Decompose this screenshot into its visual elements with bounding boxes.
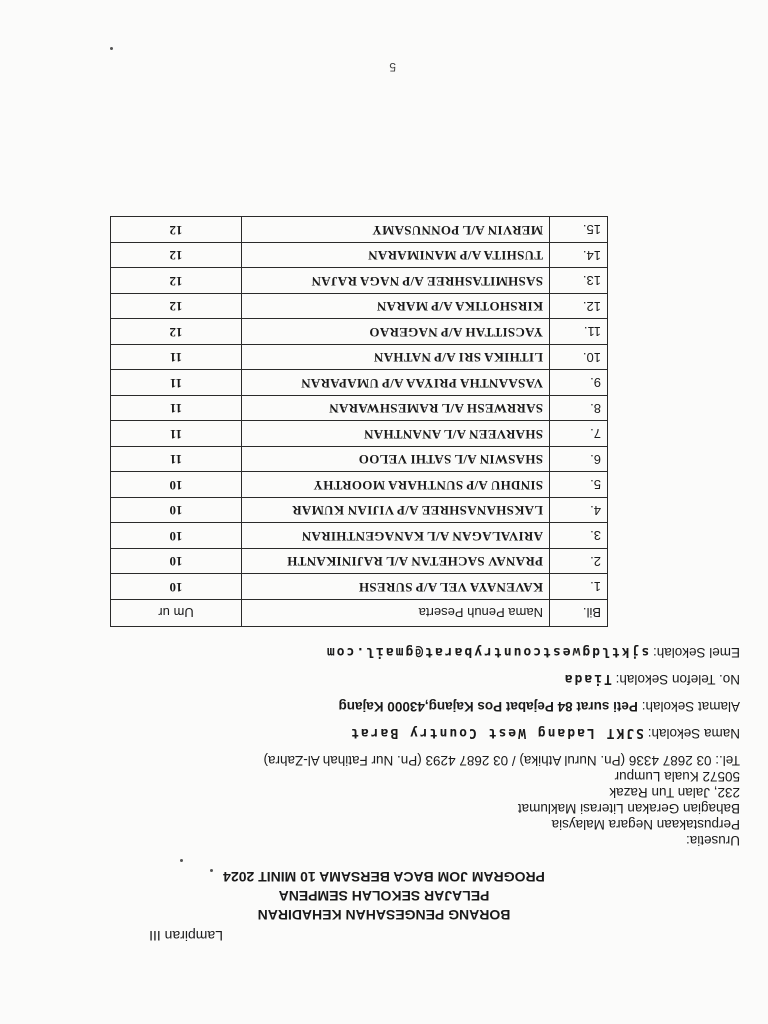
row-number: 9. — [550, 370, 608, 396]
participant-age: 11 — [111, 370, 242, 396]
table-row — [111, 370, 608, 396]
row-number: 14. — [550, 243, 608, 269]
participant-name: KAVENAYA VEL A/P SURESH — [242, 574, 550, 600]
table-row — [111, 319, 608, 345]
row-number: 8. — [550, 396, 608, 422]
table-row — [111, 549, 608, 575]
table-row — [111, 268, 608, 294]
participant-name: KIRSHOTIKA A/P MARAN — [242, 294, 550, 320]
participant-name: MERVIN A/L PONNUSAMY — [242, 217, 550, 243]
school-address-label: Alamat Sekolah: — [641, 699, 740, 714]
participant-table — [110, 217, 608, 628]
participant-age: 11 — [111, 421, 242, 447]
school-phone-row — [563, 671, 740, 687]
row-number: 6. — [550, 447, 608, 473]
table-row — [111, 447, 608, 473]
school-phone-label: No. Telefon Sekolah: — [615, 672, 740, 687]
table-row — [111, 472, 608, 498]
participant-age: 10 — [111, 498, 242, 524]
col-header-name: Nama Penuh Peserta — [242, 600, 550, 627]
participant-name: PRANAV SACHETAN A/L RAJINIKANTH — [242, 549, 550, 575]
form-title-line-3: PROGRAM JOM BACA BERSAMA 10 MINIT 2024 — [223, 869, 545, 885]
participant-name: TUSHITA A/P MANIMARAN — [242, 243, 550, 269]
row-number: 11. — [550, 319, 608, 345]
participant-name: SASHMITASHREE A/P NAGA RAJAN — [242, 268, 550, 294]
participant-name: LITHIKA SRI A/P NATHAN — [242, 345, 550, 371]
secretariat-line: Tel.: 03 2687 4336 (Pn. Nurul Athika) / 03 2687 4293 (Pn. Nur Fatihah Al-Zahra) — [263, 753, 740, 768]
secretariat-line: 232, Jalan Tun Razak — [609, 785, 740, 800]
col-header-number: Bil. — [550, 600, 608, 627]
participant-name: SHASWIN A/L SATHI VELOO — [242, 447, 550, 473]
school-name-row — [349, 725, 740, 741]
table-row — [111, 498, 608, 524]
table-row — [111, 574, 608, 600]
row-number: 4. — [550, 498, 608, 524]
table-row — [111, 523, 608, 549]
participant-age: 12 — [111, 319, 242, 345]
table-row — [111, 421, 608, 447]
participant-age: 12 — [111, 243, 242, 269]
table-row — [111, 345, 608, 371]
participant-age: 10 — [111, 574, 242, 600]
participant-age: 12 — [111, 294, 242, 320]
table-row — [111, 294, 608, 320]
participant-age: 11 — [111, 447, 242, 473]
participant-age: 10 — [111, 472, 242, 498]
school-phone-value: Tiada — [562, 671, 612, 686]
row-number: 12. — [550, 294, 608, 320]
table-row — [111, 217, 608, 243]
participant-name: SHARVEEN A/L ANANTHAN — [242, 421, 550, 447]
school-name-label: Nama Sekolah: — [647, 726, 740, 741]
row-number: 1. — [550, 574, 608, 600]
participant-name: LAKSHANASHREE A/P VIJIAN KUMAR — [242, 498, 550, 524]
participant-name: YACSITTAH A/P NAGERAO — [242, 319, 550, 345]
school-email-row — [325, 644, 740, 660]
participant-name: VASAANTHA PRIYAA A/P UMAPARAN — [242, 370, 550, 396]
participant-name: SINDHU A/P SUNTHARA MOORTHY — [242, 472, 550, 498]
participant-name: ARIVALAGAN A/L KANAGENTHIRAN — [242, 523, 550, 549]
participant-age: 12 — [111, 268, 242, 294]
row-number: 7. — [550, 421, 608, 447]
participant-age: 11 — [111, 396, 242, 422]
secretariat-label: Urusetia: — [685, 833, 740, 848]
form-title-line-2: PELAJAR SEKOLAH SEMPENA — [278, 888, 490, 904]
col-header-age: Um ur — [111, 600, 242, 627]
participant-age: 11 — [111, 345, 242, 371]
page-number: 5 — [389, 60, 396, 74]
form-title-block — [0, 867, 768, 924]
scan-speck — [180, 859, 183, 862]
school-address-value: Peti surat 84 Pejabat Pos Kajang,43000 Kajang — [338, 699, 638, 714]
participant-age: 10 — [111, 523, 242, 549]
scan-speck — [110, 47, 113, 50]
row-number: 5. — [550, 472, 608, 498]
row-number: 13. — [550, 268, 608, 294]
school-email-value: sjktldgwestcountrybarat@gmail.com — [324, 644, 650, 659]
participant-name: SARRWESH A/L RAMESHWARAN — [242, 396, 550, 422]
secretariat-line: 50572 Kuala Lumpur — [614, 769, 740, 784]
row-number: 15. — [550, 217, 608, 243]
secretariat-line: Perpustakaan Negara Malaysia — [551, 817, 740, 832]
row-number: 3. — [550, 523, 608, 549]
school-name-value: SJKT Ladang West Country Barat — [349, 725, 644, 740]
scan-speck — [210, 869, 213, 872]
secretariat-block — [263, 752, 740, 848]
appendix-label: Lampiran III — [149, 928, 223, 944]
secretariat-line: Bahagian Gerakan Literasi Maklumat — [517, 801, 740, 816]
participant-age: 10 — [111, 549, 242, 575]
school-email-label: Emel Sekolah: — [652, 645, 740, 660]
table-row — [111, 243, 608, 269]
school-address-row — [339, 699, 740, 714]
table-row — [111, 396, 608, 422]
form-title-line-1: BORANG PENGESAHAN KEHADIRAN — [257, 907, 511, 923]
row-number: 10. — [550, 345, 608, 371]
table-header-row — [111, 600, 608, 627]
row-number: 2. — [550, 549, 608, 575]
participant-age: 12 — [111, 217, 242, 243]
